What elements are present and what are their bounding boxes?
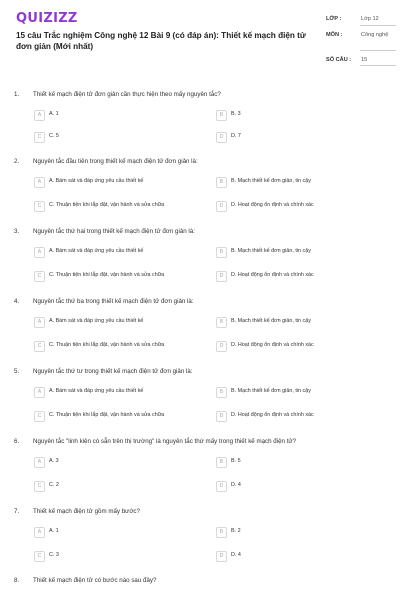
option-c[interactable]	[34, 410, 204, 423]
option-letter-box: B	[216, 110, 227, 121]
worksheet-header	[0, 0, 400, 74]
option-letter-box: C	[34, 201, 45, 212]
meta-grade-label: LỚP :	[326, 16, 342, 22]
option-d[interactable]	[216, 270, 386, 283]
question-text: Nguyên tắc "linh kiện có sẵn trên thị trường" là nguyên tắc thứ mấy trong thiết kế mạch điện tử?	[33, 438, 297, 445]
option-text: A. Bám sát và đáp ứng yêu cầu thiết kế	[49, 388, 144, 394]
option-letter-box: D	[216, 411, 227, 422]
option-a[interactable]	[34, 246, 204, 259]
option-letter-box: D	[216, 551, 227, 562]
option-letter-box: A	[34, 177, 45, 188]
option-text: B. 3	[231, 111, 241, 117]
option-letter-box: B	[216, 177, 227, 188]
question-text: Nguyên tắc thứ hai trong thiết kế mạch điện tử đơn giản là:	[33, 228, 195, 235]
option-letter-box: C	[34, 132, 45, 143]
option-a[interactable]	[34, 386, 204, 399]
option-a[interactable]	[34, 176, 204, 189]
worksheet-title: 15 câu Trắc nghiệm Công nghệ 12 Bài 9 (có đáp án): Thiết kế mạch điện tử đơn giản (Mới nhất)	[16, 31, 306, 51]
question-text: Nguyên tắc thứ tư trong thiết kế mạch điện tử đơn giản là:	[33, 368, 193, 375]
option-text: B. Mạch thiết kế đơn giản, tin cậy	[231, 318, 311, 324]
option-c[interactable]	[34, 480, 204, 493]
option-letter-box: B	[216, 527, 227, 538]
option-letter-box: B	[216, 387, 227, 398]
option-b[interactable]	[216, 109, 386, 122]
option-letter-box: A	[34, 457, 45, 468]
option-text: D. Hoạt động ổn định và chính xác	[231, 202, 314, 208]
option-text: D. 7	[231, 133, 241, 139]
question-text: Nguyên tắc đầu tiên trong thiết kế mạch điện tử đơn giản là:	[33, 158, 198, 165]
option-text: B. Mạch thiết kế đơn giản, tin cậy	[231, 248, 311, 254]
question-text: Nguyên tắc thứ ba trong thiết kế mạch điện tử đơn giản là:	[33, 298, 194, 305]
option-text: A. 1	[49, 528, 59, 534]
meta-divider	[360, 50, 396, 51]
option-letter-box: C	[34, 341, 45, 352]
option-text: D. 4	[231, 552, 241, 558]
question-text: Thiết kế mạch điện tử gồm mấy bước?	[33, 508, 140, 515]
option-letter-box: C	[34, 481, 45, 492]
meta-subject-value: Công nghệ	[361, 32, 389, 38]
meta-divider	[360, 25, 396, 26]
option-text: C. Thuận tiện khi lắp đặt, vận hành và sửa chữa	[49, 342, 165, 348]
option-letter-box: A	[34, 317, 45, 328]
option-d[interactable]	[216, 550, 386, 563]
option-letter-box: D	[216, 201, 227, 212]
option-text: D. Hoạt động ổn định và chính xác	[231, 272, 314, 278]
question-number: 3.	[14, 228, 20, 235]
option-letter-box: A	[34, 527, 45, 538]
option-text: A. Bám sát và đáp ứng yêu cầu thiết kế	[49, 248, 144, 254]
option-c[interactable]	[34, 550, 204, 563]
option-text: D. Hoạt động ổn định và chính xác	[231, 412, 314, 418]
option-c[interactable]	[34, 270, 204, 283]
option-text: D. Hoạt động ổn định và chính xác	[231, 342, 314, 348]
option-c[interactable]	[34, 340, 204, 353]
option-text: C. 3	[49, 552, 59, 558]
option-d[interactable]	[216, 340, 386, 353]
option-d[interactable]	[216, 200, 386, 213]
option-letter-box: B	[216, 317, 227, 328]
question-number: 6.	[14, 438, 20, 445]
option-letter-box: A	[34, 110, 45, 121]
option-d[interactable]	[216, 480, 386, 493]
question-number: 5.	[14, 368, 20, 375]
option-b[interactable]	[216, 526, 386, 539]
option-letter-box: D	[216, 341, 227, 352]
option-letter-box: D	[216, 132, 227, 143]
option-text: B. 5	[231, 458, 241, 464]
option-text: D. 4	[231, 482, 241, 488]
question-number: 1.	[14, 91, 20, 98]
option-text: C. Thuận tiện khi lắp đặt, vận hành và sửa chữa	[49, 412, 165, 418]
option-b[interactable]	[216, 316, 386, 329]
question-number: 7.	[14, 508, 20, 515]
meta-count-label: SỐ CÂU :	[326, 57, 352, 63]
option-b[interactable]	[216, 456, 386, 469]
meta-subject-label: MÔN :	[326, 32, 343, 38]
option-a[interactable]	[34, 456, 204, 469]
option-letter-box: C	[34, 411, 45, 422]
option-a[interactable]	[34, 526, 204, 539]
option-text: A. 1	[49, 111, 59, 117]
question-number: 4.	[14, 298, 20, 305]
option-text: C. 5	[49, 133, 59, 139]
option-letter-box: B	[216, 457, 227, 468]
meta-divider	[360, 65, 396, 66]
question-text: Thiết kế mạch điện tử đơn giản cần thực hiện theo mấy nguyên tắc?	[33, 91, 221, 98]
option-b[interactable]	[216, 386, 386, 399]
option-letter-box: C	[34, 551, 45, 562]
option-letter-box: B	[216, 247, 227, 258]
option-letter-box: A	[34, 387, 45, 398]
option-letter-box: C	[34, 271, 45, 282]
option-d[interactable]	[216, 410, 386, 423]
option-letter-box: D	[216, 271, 227, 282]
question-number: 2.	[14, 158, 20, 165]
option-text: B. 2	[231, 528, 241, 534]
question-number: 8.	[14, 577, 20, 584]
option-text: C. 2	[49, 482, 59, 488]
option-text: A. 3	[49, 458, 59, 464]
option-letter-box: A	[34, 247, 45, 258]
question-text: Thiết kế mạch điện tử có bước nào sau đây?	[33, 577, 157, 584]
option-b[interactable]	[216, 176, 386, 189]
option-text: A. Bám sát và đáp ứng yêu cầu thiết kế	[49, 318, 144, 324]
option-letter-box: D	[216, 481, 227, 492]
option-text: C. Thuận tiện khi lắp đặt, vận hành và sửa chữa	[49, 272, 165, 278]
option-c[interactable]	[34, 200, 204, 213]
meta-count-value: 15	[361, 57, 368, 63]
option-b[interactable]	[216, 246, 386, 259]
option-c[interactable]	[34, 131, 204, 144]
option-text: A. Bám sát và đáp ứng yêu cầu thiết kế	[49, 178, 144, 184]
option-d[interactable]	[216, 131, 386, 144]
quizizz-logo[interactable]: QUIZIZZ	[16, 11, 78, 26]
option-a[interactable]	[34, 316, 204, 329]
option-text: C. Thuận tiện khi lắp đặt, vận hành và sửa chữa	[49, 202, 165, 208]
option-a[interactable]	[34, 109, 204, 122]
option-text: B. Mạch thiết kế đơn giản, tin cậy	[231, 388, 311, 394]
option-text: B. Mạch thiết kế đơn giản, tin cậy	[231, 178, 311, 184]
meta-grade-value: Lớp 12	[361, 16, 379, 22]
